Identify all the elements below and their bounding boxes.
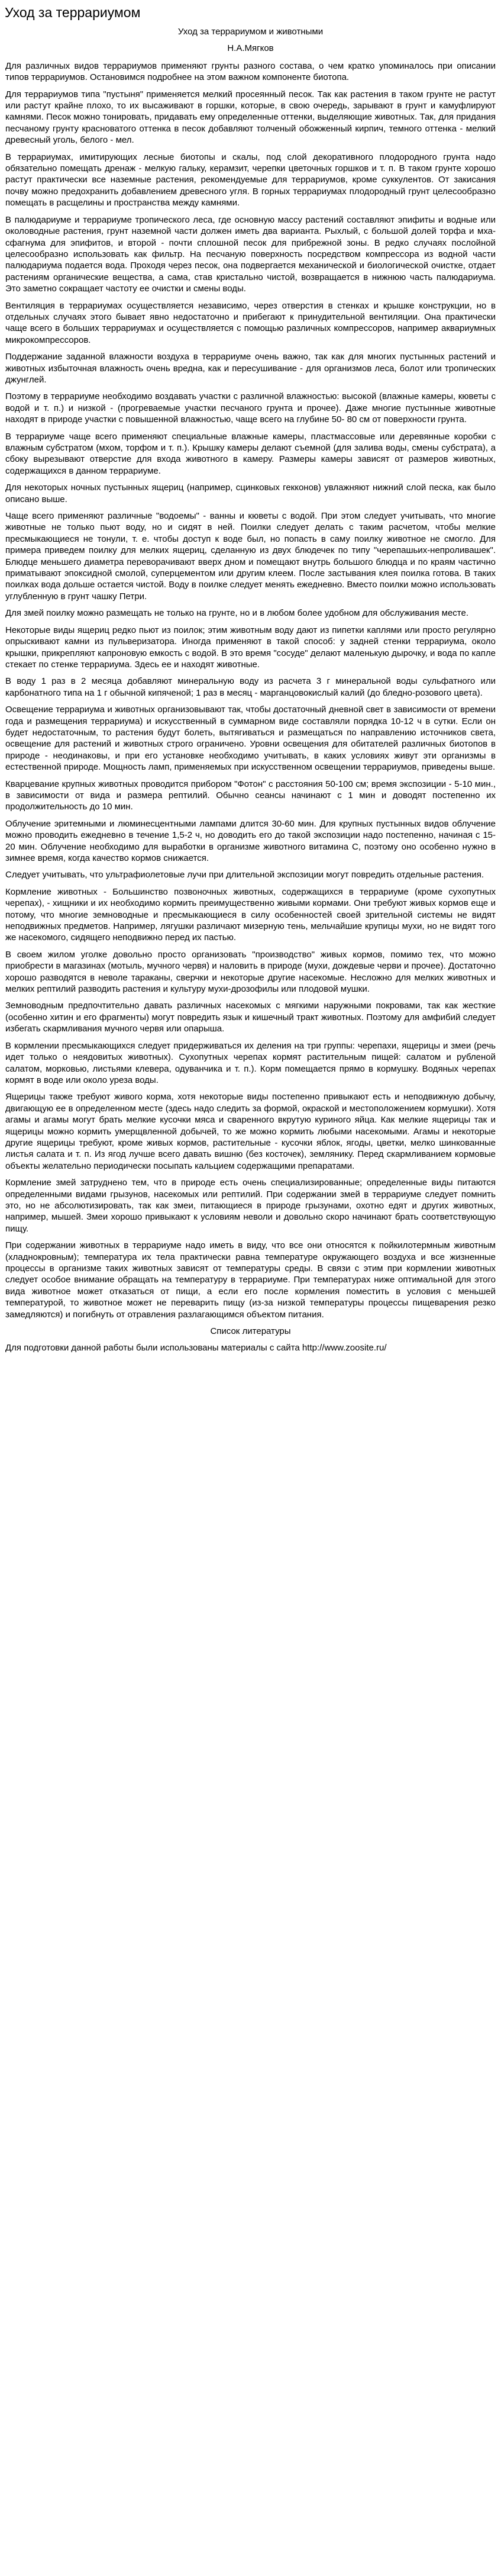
sources-text: Для подготовки данной работы были использованы материалы с сайта http://www.zoosite.ru/	[5, 1343, 387, 1353]
paragraph: Ящерицы также требуют живого корма, хотя некоторые виды постепенно привыкают есть и неподвижную добычу, двигающую ее в определенном месте (здесь надо следить за формой, окраской и местоположением кормушки). Хотя агамы и агамы могут брать мелкие кусочки мяса и сваренного вкрутую куриного яйца. Как мелкие ящерицы так и ящерицы можно кормить умерщвленной добычей, то же можно кормить любыми насекомыми. Агамы и некоторые другие ящерицы требуют, кроме живых кормов, растительные - кусочки яблок, ягоды, цветки, мелко шинкованные листья салата и т. п. Из ягод лучше всего давать вишню (без косточек), землянику. Перед скармливанием кормовые объекты желательно периодически посыпать кальцием содержащими препаратами.	[5, 1092, 496, 1171]
paragraph: Вентиляция в террариумах осуществляется независимо, через отверстия в стенках и крышке конструкции, но в отдельных случаях этого бывает явно недостаточно и прибегают к принудительной вентиляции. Она практически чаще всего в больших террариумах и осуществляется с помощью различных компрессоров, например аквариумных микрокомпрессоров.	[5, 300, 496, 345]
paragraph: В террариуме чаще всего применяют специальные влажные камеры, пластмассовые или деревянные коробки с влажным субстратом (мхом, торфом и т. п.). Крышку камеры делают съемной (для залива воды, смены субстрата), а сбоку вырезывают отверстие для входа животного в камеру. Размеры камеры зависят от размеров животных, содержащихся в данном террариуме.	[5, 431, 496, 476]
paragraph: Облучение эритемными и люминесцентными лампами длится 30-60 мин. Для крупных пустынных видов облучение можно проводить ежедневно в течение 1,5-2 ч, но доводить его до такой экспозиции надо постепенно, начиная с 15-20 мин. Облучение необходимо для выработки в организме животного витамина С, поэтому оно особенно нужно в зимнее время, когда качество кормов снижается.	[5, 818, 496, 863]
paragraph: В кормлении пресмыкающихся следует придерживаться их деления на три группы: черепахи, ящерицы и змеи (речь идет только о неядовитых животных). Сухопутных черепах кормят растительным пищей: салатом и рубленой салатом, морковью, листьями клевера, одуванчика и т. п.). Корм помещается прямо в кормушку. Водяных черепах кормят в воде или около уреза воды.	[5, 1040, 496, 1085]
paragraph-list	[5, 60, 496, 1320]
paragraph: В террариумах, имитирующих лесные биотопы и скалы, под слой декоративного плодородного грунта надо обязательно помещать дренаж - мелкую гальку, керамзит, черепки цветочных горшков и т. п. В таком грунте хорошо растут практически все наземные растения, рекомендуемые для террариумов, кроме суккулентов. От закисания почву можно предохранить добавлением древесного угля. В горных террариумах плодородный грунт целесообразно помещать в расщелины и пространства между камнями.	[5, 152, 496, 208]
paragraph: Некоторые виды ящериц редко пьют из поилок; этим животным воду дают из пипетки каплями или просто регулярно опрыскивают камни из пульверизатора. Иногда применяют в такой способ: у задней стенки террариума, около крышки, прикрепляют капроновую емкость с водой. В это время "сосуде" делают маленькую дырочку, и вода по капле стекает по стенке террариума. Здесь ее и находят животные.	[5, 625, 496, 670]
paragraph: Для террариумов типа "пустыня" применяется мелкий просеянный песок. Так как растения в таком грунте не растут или растут крайне плохо, то их высаживают в горшки, которые, в свою очередь, зарывают в грунт и камуфлируют камнями. Песок можно тонировать, придавать ему определенные оттенки, выделяющие животных. Так, для придания песчаному грунту красноватого оттенка в песок добавляют толченый обожженный кирпич, темного оттенка - мелкий древесный уголь, белого - мел.	[5, 89, 496, 146]
sources-heading: Список литературы	[210, 1326, 291, 1337]
paragraph: При содержании животных в террариуме надо иметь в виду, что все они относятся к пойкилотермным животным (хладнокровным); температура их тела практически равна температуре окружающего воздуха и все жизненные процессы в организме таких животных зависят от температуры среды. В связи с этим при кормлении животных следует особое внимание обращать на температуру в террариуме. При температурах ниже оптимальной для этого вида животное может отказаться от пищи, а если его после кормления поместить в условия с меньшей температурой, то животное может не переварить пищу (из-за низкой температуры процессы пищеварения резко замедляются) и погибнуть от отравления разлагающимся объектом питания.	[5, 1240, 496, 1320]
paragraph: Для некоторых ночных пустынных ящериц (например, сцинковых гекконов) увлажняют нижний слой песка, как было описано выше.	[5, 483, 496, 504]
article-body	[0, 26, 501, 1354]
paragraph: Кварцевание крупных животных проводится прибором "Фотон" с расстояния 50-100 см; время экспозиции - 5-10 мин., в зависимости от вида и размера рептилий. Обычно сеансы начинают с 1 мин и доводят постепенно их продолжительность до 10 мин.	[5, 779, 496, 812]
paragraph: Для различных видов террариумов применяют грунты разного состава, о чем кратко упоминалось при описании типов террариумов. Остановимся подробнее на этом важном компоненте биотопа.	[5, 60, 496, 83]
page-title: Уход за террариумом	[5, 5, 141, 20]
paragraph: Следует учитывать, что ультрафиолетовые лучи при длительной экспозиции могут повредить отдельные растения.	[5, 870, 484, 880]
paragraph: Чаще всего применяют различные "водоемы" - ванны и кюветы с водой. При этом следует учитывать, что многие животные не только пьют воду, но и сидят в ней. Поилки следует делать с таким расчетом, чтобы мелкие пресмыкающиеся не тонули, т. е. чтобы доступ к воде был, но попасть в саму поилку животное не смогло. Для примера приведем поилку для мелких ящериц, сделанную из двух блюдечек по типу "черепашьих-непроливашек". Блюдце меньшего диаметра переворачивают вверх дном и помещают внутрь большого блюдца и по краям частично приматывают эпоксидной смолой, суперцементом или другим клеем. После застывания клея поилка готова. В таких поилках вода дольше остается чистой. Воду в поилке следует менять ежедневно. Вместо поилки можно использовать углубленную в грунт чашку Петри.	[5, 511, 496, 602]
paragraph: Освещение террариума и животных организовывают так, чтобы достаточный дневной свет в зависимости от времени года и размещения террариума) и искусственный в суммарном виде составляли порядка 10-12 ч в сутки. Если он будет недостаточным, то растения будут болеть, вытягиваться и размещаться по направлению источников света, освещение для растений и животных строго ограничено. Уровни освещения для обитателей различных биотопов в природе - неодинаковы, и при его установке необходимо учитывать, в каких условиях живут эти организмы в естественной природе. Мощность ламп, применяемых при искусственном освещении террариумов, приведены выше.	[5, 705, 496, 773]
document-title: Уход за террариумом и животными	[177, 27, 324, 37]
paragraph: Для змей поилку можно размещать не только на грунте, но и в любом более удобном для обслуживания месте.	[5, 608, 469, 619]
paragraph: В палюдариуме и террариуме тропического леса, где основную массу растений составляют эпифиты и водные или околоводные растения, грунт наземной части должен иметь два варианта. Рыхлый, с большой долей торфа и мха-сфагнума для эпифитов, и второй - почти сплошной песок для прибрежной зоны. В редко случаях послойной целесообразно использовать как фильтр. На песчаную поверхность посредством компрессора из водной части палюдариума подается вода. Проходя через песок, она подвергается механической и биологической очистке, отдает растениям органические вещества, а сама, став кристально чистой, возвращается в нижнюю часть палюдариума. Это заметно сокращает частоту ее очистки и смены воды.	[5, 214, 496, 294]
paragraph: Кормление животных - Большинство позвоночных животных, содержащихся в террариуме (кроме сухопутных черепах), - хищники и их необходимо кормить преимущественно живыми кормами. Они требуют живых кормов еще и потому, что многие земноводные и пресмыкающиеся в силу особенностей своей зрительной системы не видят неподвижных предметов. Например, лягушки различают мизерную тень, мельчайшие крупицы мухи, но не видят того же насекомого, сидящего неподвижно перед их пастью.	[5, 886, 496, 943]
paragraph: Поэтому в террариуме необходимо воздавать участки с различной влажностью: высокой (влажные камеры, кюветы с водой и т. п.) и низкой - (прогреваемые участки песчаного грунта и прочее). Даже многие пустынные животные находят в природе участки с повышенной влажностью, чаще всего на глубине 50- 80 см от поверхности грунта.	[5, 391, 496, 425]
paragraph: Кормление змей затруднено тем, что в природе есть очень специализированные; определенные виды питаются определенными видами грызунов, насекомых или рептилий. При содержании змей в террариуме следует помнить это, но не абсолютизировать, так как змеи, питающиеся в природе грызунами, охотно едят и других животных, например, мышей. Змеи хорошо привыкают к условиям неволи и довольно скоро начинают брать соответствующую пищу.	[5, 1178, 496, 1234]
paragraph: В своем жилом уголке довольно просто организовать "производство" живых кормов, помимо тех, что можно приобрести в магазинах (мотыль, мучного червя) и наловить в природе (мухи, дождевые черви и прочее). Достаточно хорошо разводятся в неволе тараканы, сверчки и некоторые другие насекомые. Несложно для мелких животных и мелких рептилий разводить растения и культуру мухи-дрозофилы или плодовой мушки.	[5, 949, 496, 995]
document-author: Н.А.Мягков	[227, 43, 274, 54]
paragraph: Земноводным предпочтительно давать различных насекомых с мягкими наружными покровами, так как жесткие (особенно хитин и его фрагменты) могут повредить язык и кишечный тракт животных. Поэтому для амфибий следует избегать скармливания мучного червя или опарыша.	[5, 1001, 496, 1034]
paragraph: Поддержание заданной влажности воздуха в террариуме очень важно, так как для многих пустынных растений и животных избыточная влажность очень вредна, как и пересушивание - для организмов леса, болот или тропических джунглей.	[5, 352, 496, 385]
paragraph: В воду 1 раз в 2 месяца добавляют минеральную воду из расчета 3 г минеральной воды сульфатного или карбонатного типа на 1 г обычной кипяченой; 1 раз в месяц - марганцовокислый калий (до бледно-розового цвета).	[5, 676, 496, 698]
